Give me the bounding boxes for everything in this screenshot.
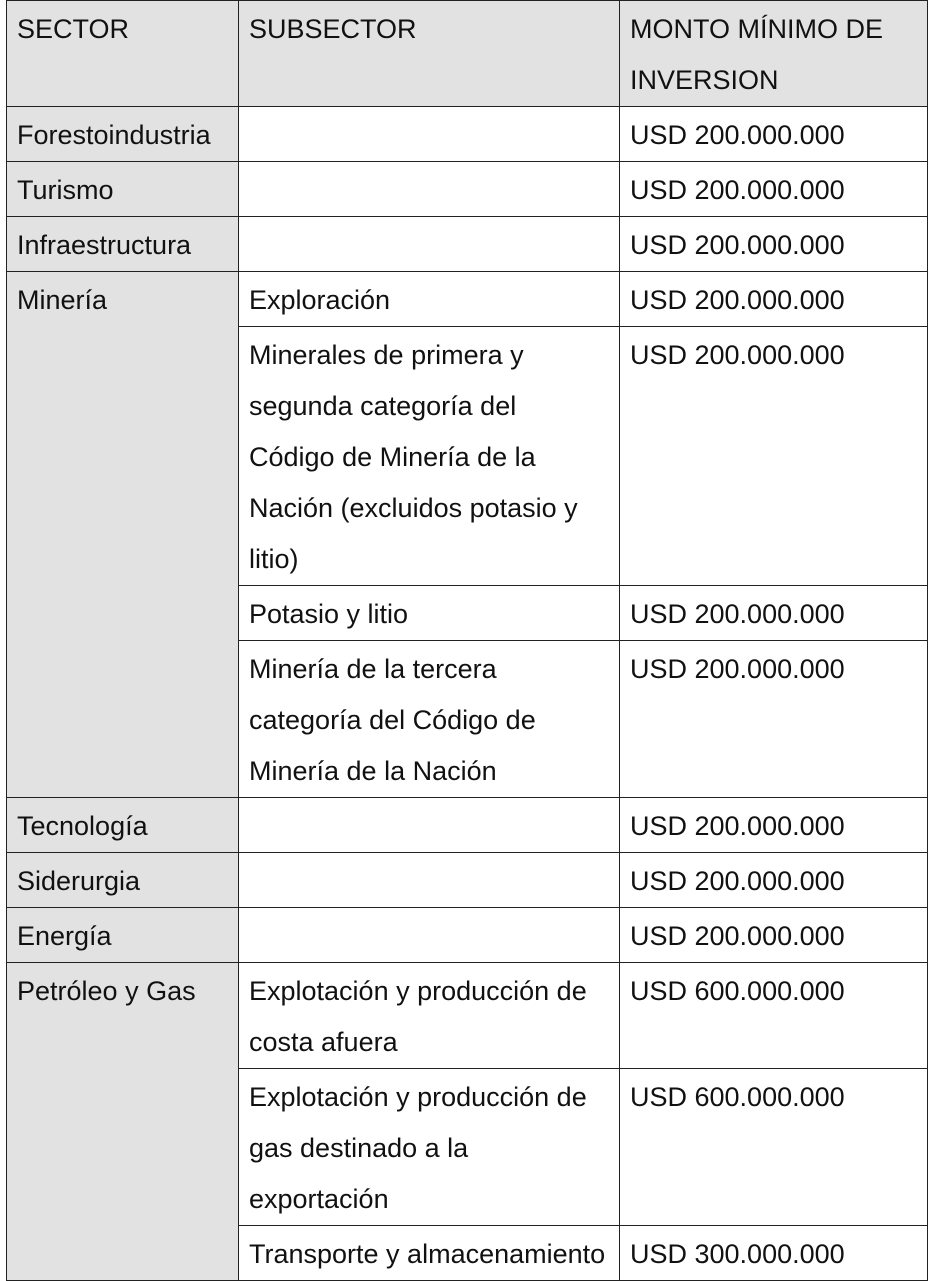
subsector-cell [239,908,620,963]
monto-cell: USD 200.000.000 [620,217,928,272]
sector-cell: Petróleo y Gas [7,963,239,1281]
header-sector: SECTOR [7,1,239,107]
subsector-cell [239,162,620,217]
table-row [7,217,928,272]
subsector-cell: Potasio y litio [239,586,620,641]
table-row [7,107,928,162]
subsector-cell: Minería de la tercera categoría del Código de Minería de la Nación [239,641,620,798]
monto-cell: USD 300.000.000 [620,1226,928,1281]
subsector-cell [239,853,620,908]
subsector-cell [239,217,620,272]
monto-cell: USD 600.000.000 [620,1069,928,1226]
investment-table [6,0,928,1281]
table-row [7,272,928,327]
sector-cell: Turismo [7,162,239,217]
header-monto: MONTO MÍNIMO DE INVERSION [620,1,928,107]
sector-cell: Infraestructura [7,217,239,272]
subsector-cell [239,107,620,162]
table-row [7,853,928,908]
sector-cell: Minería [7,272,239,798]
sector-cell: Siderurgia [7,853,239,908]
subsector-cell: Explotación y producción de costa afuera [239,963,620,1069]
table-row [7,798,928,853]
monto-cell: USD 200.000.000 [620,641,928,798]
header-subsector: SUBSECTOR [239,1,620,107]
monto-cell: USD 200.000.000 [620,162,928,217]
sector-cell: Energía [7,908,239,963]
header-row [7,1,928,107]
monto-cell: USD 200.000.000 [620,107,928,162]
subsector-cell [239,798,620,853]
table-row [7,162,928,217]
monto-cell: USD 600.000.000 [620,963,928,1069]
table-row [7,963,928,1069]
subsector-cell: Minerales de primera y segunda categoría del Código de Minería de la Nación (excluidos potasio y litio) [239,327,620,586]
table-row [7,908,928,963]
subsector-cell: Exploración [239,272,620,327]
sector-cell: Tecnología [7,798,239,853]
monto-cell: USD 200.000.000 [620,908,928,963]
subsector-cell: Explotación y producción de gas destinado a la exportación [239,1069,620,1226]
monto-cell: USD 200.000.000 [620,853,928,908]
monto-cell: USD 200.000.000 [620,586,928,641]
monto-cell: USD 200.000.000 [620,272,928,327]
monto-cell: USD 200.000.000 [620,798,928,853]
monto-cell: USD 200.000.000 [620,327,928,586]
subsector-cell: Transporte y almacenamiento [239,1226,620,1281]
sector-cell: Forestoindustria [7,107,239,162]
